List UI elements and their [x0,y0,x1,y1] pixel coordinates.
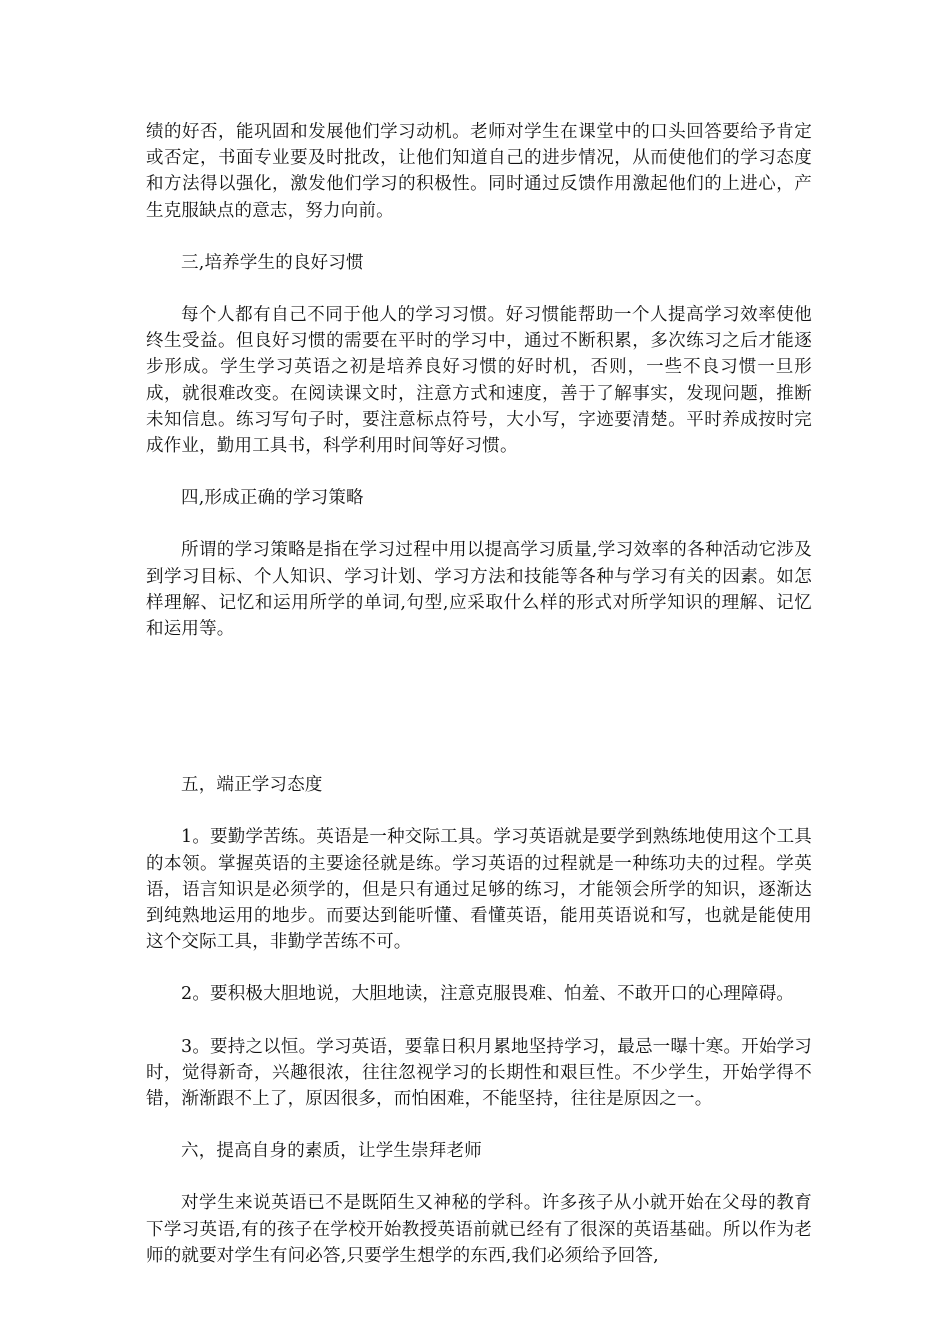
spacer [146,1112,812,1138]
document-body [146,119,812,1269]
section-5-item-2: 2。要积极大胆地说，大胆地读，注意克服畏难、怕羞、不敢开口的心理障碍。 [181,984,795,1005]
section-heading-4: 四,形成正确的学习策略 [181,488,364,509]
spacer [146,955,812,981]
section-6-paragraph: 对学生来说英语已不是既陌生又神秘的学科。许多孩子从小就开始在父母的教育下学习英语,有的孩子在学校开始教授英语前就已经有了很深的英语基础。所以作为老师的就要对学生有问必答,只要学生想学的东西,我们必须给予回答, [146,1193,812,1266]
spacer [146,1164,812,1190]
spacer [146,1008,812,1034]
section-4-paragraph: 所谓的学习策略是指在学习过程中用以提高学习质量,学习效率的各种活动它涉及到学习目标、个人知识、学习计划、学习方法和技能等各种与学习有关的因素。如怎样理解、记忆和运用所学的单词,句型,应采取什么样的形式对所学知识的理解、记忆和运用等。 [146,540,812,640]
section-heading-3: 三,培养学生的良好习惯 [181,252,364,273]
spacer [146,511,812,537]
section-3-paragraph: 每个人都有自己不同于他人的学习习惯。好习惯能帮助一个人提高学习效率使他终生受益。但良好习惯的需要在平时的学习中，通过不断积累，多次练习之后才能逐步形成。学生学习英语之初是培养良好习惯的好时机，否则，一些不良习惯一旦形成，就很难改变。在阅读课文时，注意方式和速度，善于了解事实，发现问题，推断未知信息。练习写句子时，要注意标点符号，大小写，字迹要清楚。平时养成按时完成作业，勤用工具书，科学利用时间等好习惯。 [146,305,812,457]
section-5-item-3: 3。要持之以恒。学习英语，要靠日积月累地坚持学习，最忌一曝十寒。开始学习时，觉得新奇，兴趣很浓，往往忽视学习的长期性和艰巨性。不少学生，开始学得不错，渐渐跟不上了，原因很多，而怕困难，不能坚持，往往是原因之一。 [146,1036,812,1110]
section-5-item-1: 1。要勤学苦练。英语是一种交际工具。学习英语就是要学到熟练地使用这个工具的本领。掌握英语的主要途径就是练。学习英语的过程就是一种练功夫的过程。学英语，语言知识是必须学的，但是只有通过足够的练习，才能领会所学的知识，逐渐达到纯熟地运用的地步。而要达到能听懂、看懂英语，能用英语说和写，也就是能使用这个交际工具，非勤学苦练不可。 [146,827,812,953]
spacer [146,798,812,824]
spacer [146,459,812,485]
section-heading-6: 六，提高自身的素质，让学生崇拜老师 [181,1141,482,1162]
intro-paragraph: 绩的好否，能巩固和发展他们学习动机。老师对学生在课堂中的口头回答要给予肯定或否定，书面专业要及时批改，让他们知道自己的进步情况，从而使他们的学习态度和方法得以强化，激发他们学习的积极性。同时通过反馈作用激起他们的上进心，产生克服缺点的意志，努力向前。 [146,122,812,221]
section-heading-5: 五，端正学习态度 [181,775,323,796]
spacer [146,224,812,250]
page-break-spacer [146,642,812,772]
spacer [146,276,812,302]
